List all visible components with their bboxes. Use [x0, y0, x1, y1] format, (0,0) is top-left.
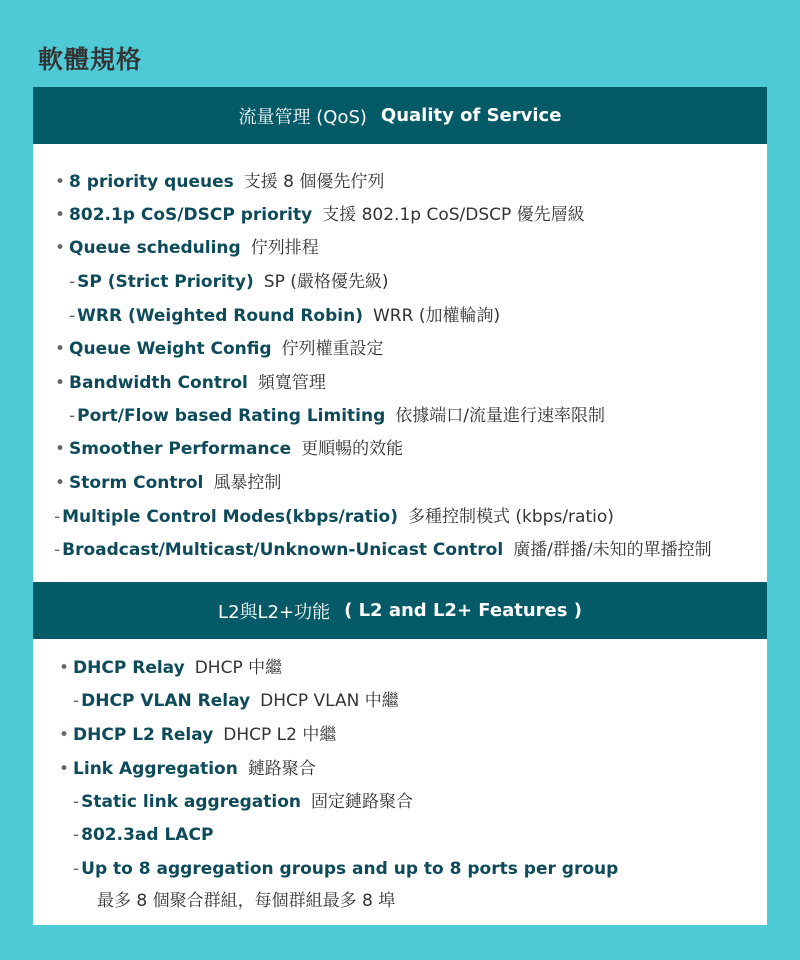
- item-label-en: Queue scheduling: [69, 238, 241, 258]
- item-label-en: Link Aggregation: [73, 759, 238, 779]
- section-header-qos: [33, 87, 767, 144]
- item-label-en: DHCP Relay: [73, 658, 185, 678]
- dash-mark: -: [73, 792, 80, 812]
- item-label-zh: DHCP L2 中繼: [223, 725, 337, 745]
- item-label-zh: 佇列排程: [250, 238, 319, 258]
- bullet-mark: •: [59, 759, 70, 779]
- bullet-mark: •: [55, 373, 66, 393]
- dash-mark: -: [73, 859, 80, 879]
- item-label-zh: SP (嚴格優先級): [263, 272, 389, 292]
- item-label-en: SP (Strict Priority): [77, 272, 254, 292]
- list-item: [55, 169, 384, 195]
- bullet-mark: •: [59, 658, 70, 678]
- item-label-zh: DHCP VLAN 中繼: [260, 691, 399, 711]
- list-item: [73, 789, 413, 815]
- item-label-zh: 依據端口/流量進行速率限制: [395, 406, 605, 426]
- list-item: [55, 436, 403, 462]
- list-item: [55, 202, 585, 228]
- bullet-mark: •: [55, 238, 66, 258]
- list-item: [73, 688, 399, 714]
- item-label-zh: 固定鏈路聚合: [311, 792, 414, 812]
- item-label-zh: 多種控制模式 (kbps/ratio): [408, 507, 614, 527]
- list-item: [73, 822, 223, 848]
- list-item: [69, 403, 605, 429]
- list-item: [54, 504, 614, 530]
- dash-mark: -: [54, 507, 61, 527]
- dash-mark: -: [73, 825, 80, 845]
- section-header-en: ( L2 and L2+ Features ): [344, 600, 582, 621]
- item-label-en: Static link aggregation: [81, 792, 302, 812]
- list-item: [55, 235, 319, 261]
- item-label-zh: DHCP 中繼: [194, 658, 283, 678]
- item-label-en: Up to 8 aggregation groups and up to 8 ports per group: [81, 859, 619, 879]
- item-label-en: Smoother Performance: [69, 439, 292, 459]
- list-item: [73, 856, 628, 882]
- bullet-mark: •: [55, 172, 66, 192]
- item-label-en: Storm Control: [69, 473, 204, 493]
- dash-mark: -: [69, 306, 76, 326]
- section-header-en: Quality of Service: [380, 105, 562, 126]
- section-header-zh: 流量管理 (QoS): [238, 106, 367, 128]
- list-item: [59, 756, 316, 782]
- item-label-zh: 風暴控制: [213, 473, 282, 493]
- item-label-zh: 佇列權重設定: [281, 339, 384, 359]
- item-label-en: Bandwidth Control: [69, 373, 248, 393]
- dash-mark: -: [54, 540, 61, 560]
- section-header-l2: [33, 582, 767, 639]
- dash-mark: -: [73, 691, 80, 711]
- section-header-zh: L2與L2+功能: [218, 601, 331, 623]
- item-label-zh: 更順暢的效能: [301, 439, 404, 459]
- list-item-continuation: [83, 888, 395, 914]
- qos-panel: [33, 144, 767, 582]
- item-label-en: 802.1p CoS/DSCP priority: [69, 205, 313, 225]
- item-label-zh: 鏈路聚合: [247, 759, 316, 779]
- item-label-en: Queue Weight Config: [69, 339, 272, 359]
- item-label-en: WRR (Weighted Round Robin): [77, 306, 363, 326]
- item-label-zh: WRR (加權輪詢): [372, 306, 501, 326]
- bullet-mark: •: [55, 473, 66, 493]
- item-label-zh: 最多 8 個聚合群組，每個群組最多 8 埠: [97, 891, 396, 911]
- item-label-en: Broadcast/Multicast/Unknown-Unicast Control: [62, 540, 504, 560]
- bullet-mark: •: [55, 439, 66, 459]
- bullet-mark: •: [55, 205, 66, 225]
- dash-mark: -: [69, 406, 76, 426]
- list-item: [54, 537, 712, 563]
- list-item: [55, 336, 384, 362]
- list-item: [59, 722, 336, 748]
- item-label-en: 8 priority queues: [69, 172, 234, 192]
- list-item: [55, 370, 326, 396]
- item-label-en: 802.3ad LACP: [81, 825, 214, 845]
- list-item: [69, 269, 389, 295]
- bullet-mark: •: [59, 725, 70, 745]
- l2-panel: [33, 639, 767, 925]
- dash-mark: -: [69, 272, 76, 292]
- list-item: [55, 470, 281, 496]
- item-label-en: Port/Flow based Rating Limiting: [77, 406, 386, 426]
- item-label-en: Multiple Control Modes(kbps/ratio): [62, 507, 398, 527]
- item-label-zh: 支援 802.1p CoS/DSCP 優先層級: [322, 205, 585, 225]
- item-label-en: DHCP VLAN Relay: [81, 691, 251, 711]
- item-label-zh: 頻寬管理: [257, 373, 326, 393]
- item-label-en: DHCP L2 Relay: [73, 725, 214, 745]
- page-title: 軟體規格: [38, 45, 143, 74]
- list-item: [59, 655, 282, 681]
- item-label-zh: 支援 8 個優先佇列: [243, 172, 385, 192]
- bullet-mark: •: [55, 339, 66, 359]
- item-label-zh: 廣播/群播/未知的單播控制: [513, 540, 712, 560]
- list-item: [69, 303, 500, 329]
